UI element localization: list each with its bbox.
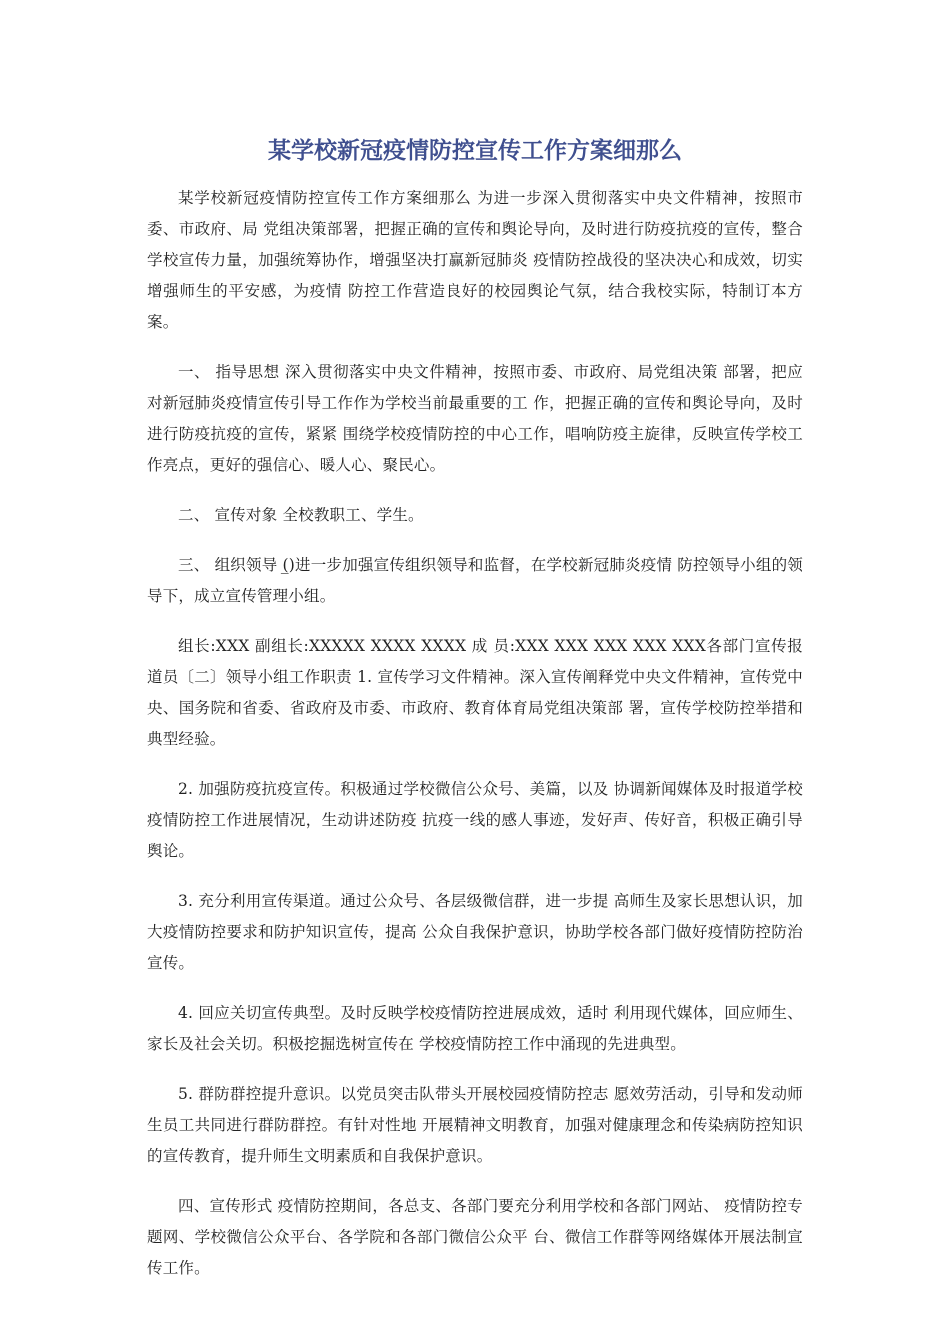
paragraph-publicity-forms: 四、宣传形式 疫情防控期间，各总支、各部门要充分利用学校和各部门网站、 疫情防控专题网、学校微信公众平台、各学院和各部门微信公众平 台、微信工作群等网络媒体开展法制宣传工作。 xyxy=(147,1197,803,1277)
paragraph-duty-5: 5. 群防群控提升意识。以党员突击队带头开展校园疫情防控志 愿效劳活动，引导和发动师生员工共同进行群防群控。有针对性地 开展精神文明教育，加强对健康理念和传染病防控知识的宣传教育，提升师生文明素质和自我保护意识。 xyxy=(147,1085,803,1165)
paragraph-target-audience: 二、 宣传对象 全校教职工、学生。 xyxy=(178,506,424,524)
paragraph-organization: 三、 组织领导 (̲)进一步加强宣传组织领导和监督，在学校新冠肺炎疫情 防控领导小组的领导下，成立宣传管理小组。 xyxy=(147,556,803,605)
document-title: 某学校新冠疫情防控宣传工作方案细那么 xyxy=(268,138,682,164)
paragraph-team-duties: 组长:XXX 副组长:XXXXX XXXX XXXX 成 员:XXX XXX XXX XXX XXX各部门宣传报道员〔二〕领导小组工作职责 1. 宣传学习文件精神。深入宣传阐释党中央文件精神，宣传党中央、国务院和省委、省政府及市委、市政府、教育体育局党组决策部 署，宣传学校防控举措和典型经验。 xyxy=(147,637,803,748)
paragraph-intro: 某学校新冠疫情防控宣传工作方案细那么 为进一步深入贯彻落实中央文件精神，按照市委、市政府、局 党组决策部署，把握正确的宣传和舆论导向，及时进行防疫抗疫的宣传，整合学校宣传力量，加强统筹协作，增强坚决打赢新冠肺炎 疫情防控战役的坚决决心和成效，切实增强师生的平安感，为疫情 防控工作营造良好的校园舆论气氛，结合我校实际，特制订本方案。 xyxy=(147,189,803,331)
paragraph-guiding-ideology: 一、 指导思想 深入贯彻落实中央文件精神，按照市委、市政府、局党组决策 部署，把应对新冠肺炎疫情宣传引导工作作为学校当前最重要的工 作，把握正确的宣传和舆论导向，及时进行防疫抗疫的宣传，紧紧 围绕学校疫情防控的中心工作，唱响防疫主旋律，反映宣传学校工 作亮点，更好的强信心、暖人心、聚民心。 xyxy=(147,363,803,474)
document-body xyxy=(147,183,803,1303)
paragraph-duty-2: 2. 加强防疫抗疫宣传。积极通过学校微信公众号、美篇，以及 协调新闻媒体及时报道学校疫情防控工作进展情况，生动讲述防疫 抗疫一线的感人事迹，发好声、传好音，积极正确引导舆论。 xyxy=(147,780,803,860)
paragraph-duty-3: 3. 充分利用宣传渠道。通过公众号、各层级微信群，进一步提 高师生及家长思想认识，加大疫情防控要求和防护知识宣传，提高 公众自我保护意识，协助学校各部门做好疫情防控防治宣传。 xyxy=(147,892,803,972)
paragraph-duty-4: 4. 回应关切宣传典型。及时反映学校疫情防控进展成效，适时 利用现代媒体，回应师生、家长及社会关切。积极挖掘选树宣传在 学校疫情防控工作中涌现的先进典型。 xyxy=(147,1004,803,1053)
